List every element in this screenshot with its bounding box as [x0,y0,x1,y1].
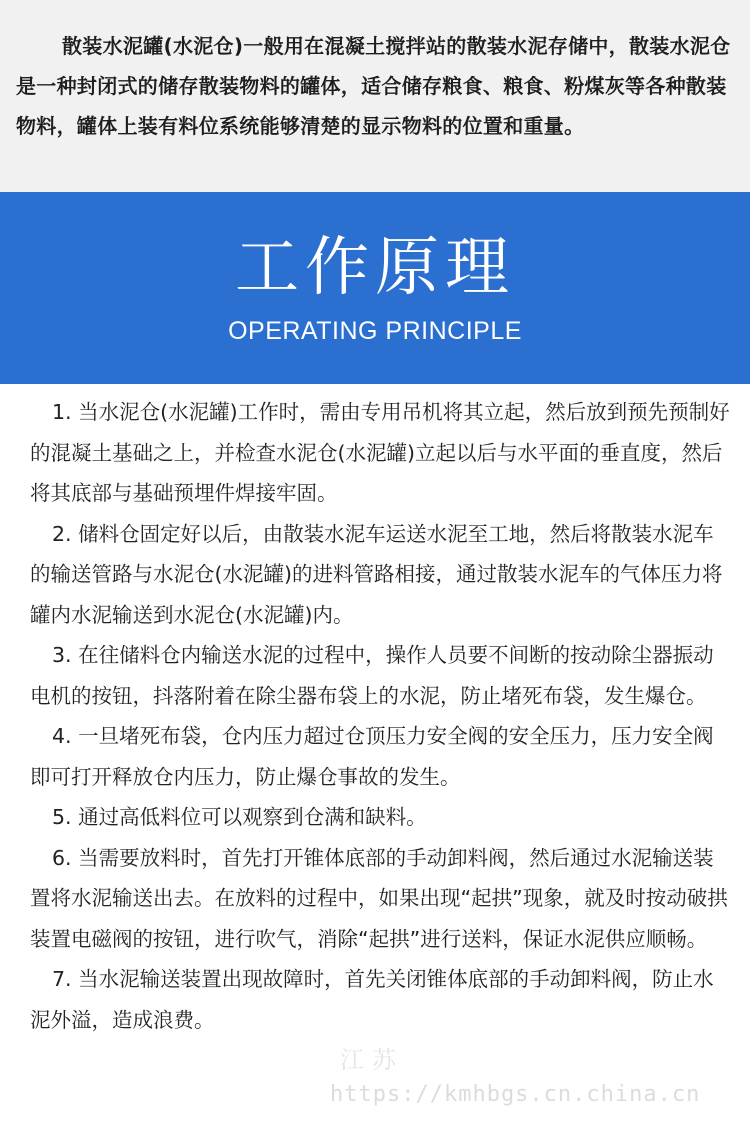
step-3: 3. 在往储料仓内输送水泥的过程中，操作人员要不间断的按动除尘器振动电机的按钮，抖落附着在除尘器布袋上的水泥，防止堵死布袋，发生爆仓。 [30,643,714,708]
principle-steps [0,392,750,1040]
step-5: 5. 通过高低料位可以观察到仓满和缺料。 [52,805,427,829]
section-title-en: OPERATING PRINCIPLE [228,317,522,345]
intro-text: 散装水泥罐(水泥仓)一般用在混凝土搅拌站的散装水泥存储中，散装水泥仓是一种封闭式的储存散装物料的罐体，适合储存粮食、粮食、粉煤灰等各种散装物料，罐体上装有料位系统能够清楚的显示物料的位置和重量。 [16,34,731,138]
section-title-cn: 工作原理 [235,231,515,305]
step-6: 6. 当需要放料时，首先打开锥体底部的手动卸料阀，然后通过水泥输送装置将水泥输送出去。在放料的过程中，如果出现“起拱”现象，就及时按动破拱装置电磁阀的按钮，进行吹气，消除“起拱”进行送料，保证水泥供应顺畅。 [30,845,728,951]
intro-section [0,0,750,192]
section-banner [0,192,750,384]
step-4: 4. 一旦堵死布袋，仓内压力超过仓顶压力安全阀的安全压力，压力安全阀即可打开释放仓内压力，防止爆仓事故的发生。 [30,724,714,789]
step-2: 2. 储料仓固定好以后，由散装水泥车运送水泥至工地，然后将散装水泥车的输送管路与水泥仓(水泥罐)的进料管路相接，通过散装水泥车的气体压力将罐内水泥输送到水泥仓(水泥罐)内。 [30,521,723,627]
watermark-cn: 江苏 [340,1046,404,1074]
step-7: 7. 当水泥输送装置出现故障时，首先关闭锥体底部的手动卸料阀，防止水泥外溢，造成浪费。 [30,967,714,1032]
watermark-url: https://kmhbgs.cn.china.cn [330,1082,701,1107]
step-1: 1. 当水泥仓(水泥罐)工作时，需由专用吊机将其立起，然后放到预先预制好的混凝土基础之上，并检查水泥仓(水泥罐)立起以后与水平面的垂直度，然后将其底部与基础预埋件焊接牢固。 [30,400,730,505]
